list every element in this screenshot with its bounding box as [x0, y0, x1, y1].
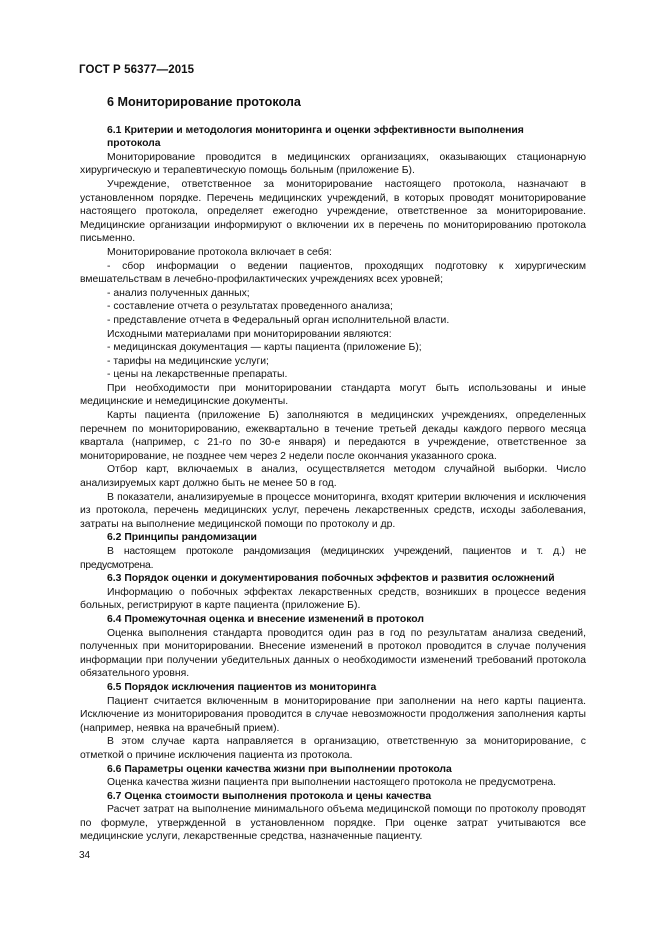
subsection-title-6-6: 6.6 Параметры оценки качества жизни при выполнении протокола — [107, 763, 452, 775]
page-content — [80, 96, 586, 844]
page-number: 34 — [79, 850, 91, 861]
list-item: - составление отчета о результатах проведенного анализа; — [107, 301, 393, 313]
paragraph: В настоящем протоколе рандомизация (медицинских учреждений, пациентов и т. д.) не предусмотрена. — [80, 546, 586, 571]
paragraph: Учреждение, ответственное за мониторирование настоящего протокола, назначают в установленном порядке. Перечень медицинских учреждений, в которых проводят мониторирование настоящего протокола, определяет ежегодно учреждение, ответственное за мониторирование. Медицинские организации информируют о включении их в перечень по мониторированию протокола письменно. — [80, 178, 586, 245]
subsection-title-6-2: 6.2 Принципы рандомизации — [107, 532, 257, 544]
paragraph: В показатели, анализируемые в процессе мониторинга, входят критерии включения и исключения из протокола, перечень медицинских услуг, перечень лекарственных средств, исходы заболевания, затраты на выполнение медицинской помощи по протоколу и др. — [80, 491, 586, 530]
section-title: 6 Мониторирование протокола — [107, 95, 301, 109]
subsection-title-6-1-line2: протокола — [107, 138, 161, 150]
paragraph: Оценка выполнения стандарта проводится один раз в год по результатам анализа сведений, полученных при мониторировании. Внесение изменений в протокол проводится в случае получения информации при получении убедительных данных о необходимости изменений требований протокола обязательного уровня. — [80, 627, 586, 680]
subsection-6-5 — [80, 681, 586, 763]
list-item: - тарифы на медицинские услуги; — [107, 355, 269, 367]
paragraph: Информацию о побочных эффектах лекарственных средств, возникших в процессе ведения больных, регистрируют в карте пациента (приложение Б). — [80, 586, 586, 612]
subsection-6-6 — [80, 763, 586, 790]
paragraph: Отбор карт, включаемых в анализ, осуществляется методом случайной выборки. Число анализируемых карт должно быть не менее 50 в год. — [80, 464, 586, 490]
list-item: - представление отчета в Федеральный орган исполнительной власти. — [107, 314, 450, 326]
paragraph: При необходимости при мониторировании стандарта могут быть использованы и иные медицинские и немедицинские документы. — [80, 382, 586, 408]
paragraph: Исходными материалами при мониторировании являются: — [107, 328, 392, 340]
subsection-title-6-5: 6.5 Порядок исключения пациентов из мониторинга — [107, 681, 377, 693]
subsection-6-4 — [80, 613, 586, 681]
list-item: - сбор информации о ведении пациентов, проходящих подготовку к хирургическим вмешательствам в лечебно-профилактических учреждениях всех уровней; — [80, 260, 586, 286]
list-item: - цены на лекарственные препараты. — [107, 369, 288, 381]
subsection-title-6-7: 6.7 Оценка стоимости выполнения протокола и цены качества — [107, 790, 432, 802]
paragraph: Карты пациента (приложение Б) заполняются в медицинских учреждениях, определенных перечнем по мониторированию, ежеквартально в течение третьей декады каждого первого месяца квартала (например, с 21-го по 30-е января) и передаются в учреждение, ответственное за мониторирование, не позднее чем через 2 недели после окончания указанного срока. — [80, 410, 586, 462]
document-code-header: ГОСТ Р 56377—2015 — [79, 64, 195, 76]
list-item: - анализ полученных данных; — [107, 287, 250, 299]
subsection-6-1 — [80, 124, 586, 532]
subsection-title-6-4: 6.4 Промежуточная оценка и внесение изменений в протокол — [107, 613, 424, 625]
subsection-title-6-3: 6.3 Порядок оценки и документирования побочных эффектов и развития осложнений — [107, 573, 555, 585]
paragraph: В этом случае карта направляется в организацию, ответственную за мониторирование, с отметкой о причине исключения пациента из протокола. — [80, 736, 586, 761]
paragraph: Оценка качества жизни пациента при выполнении настоящего протокола не предусмотрена. — [107, 777, 557, 789]
subsection-6-7 — [80, 790, 586, 844]
list-item: - медицинская документация — карты пациента (приложение Б); — [107, 342, 422, 354]
subsection-6-3 — [80, 572, 586, 613]
subsection-title-6-1-line1: 6.1 Критерии и методология мониторинга и оценки эффективности выполнения — [107, 124, 524, 136]
subsection-6-2 — [80, 531, 586, 572]
paragraph: Мониторирование протокола включает в себя: — [107, 246, 332, 258]
paragraph: Мониторирование проводится в медицинских организациях, оказывающих стационарную хирургическую и терапевтическую помощь больным (приложение Б). — [80, 151, 586, 177]
paragraph: Расчет затрат на выполнение минимального объема медицинской помощи по протоколу проводят по формуле, утвержденной в установленном порядке. При оценке затрат учитываются все медицинские услуги, лекарственные средства, назначенные пациенту. — [80, 804, 586, 843]
paragraph: Пациент считается включенным в мониторирование при заполнении на него карты пациента. Исключение из мониторирования проводится в случае невозможности продолжения заполнения карты (например, неявка на врачебный прием). — [80, 695, 586, 734]
